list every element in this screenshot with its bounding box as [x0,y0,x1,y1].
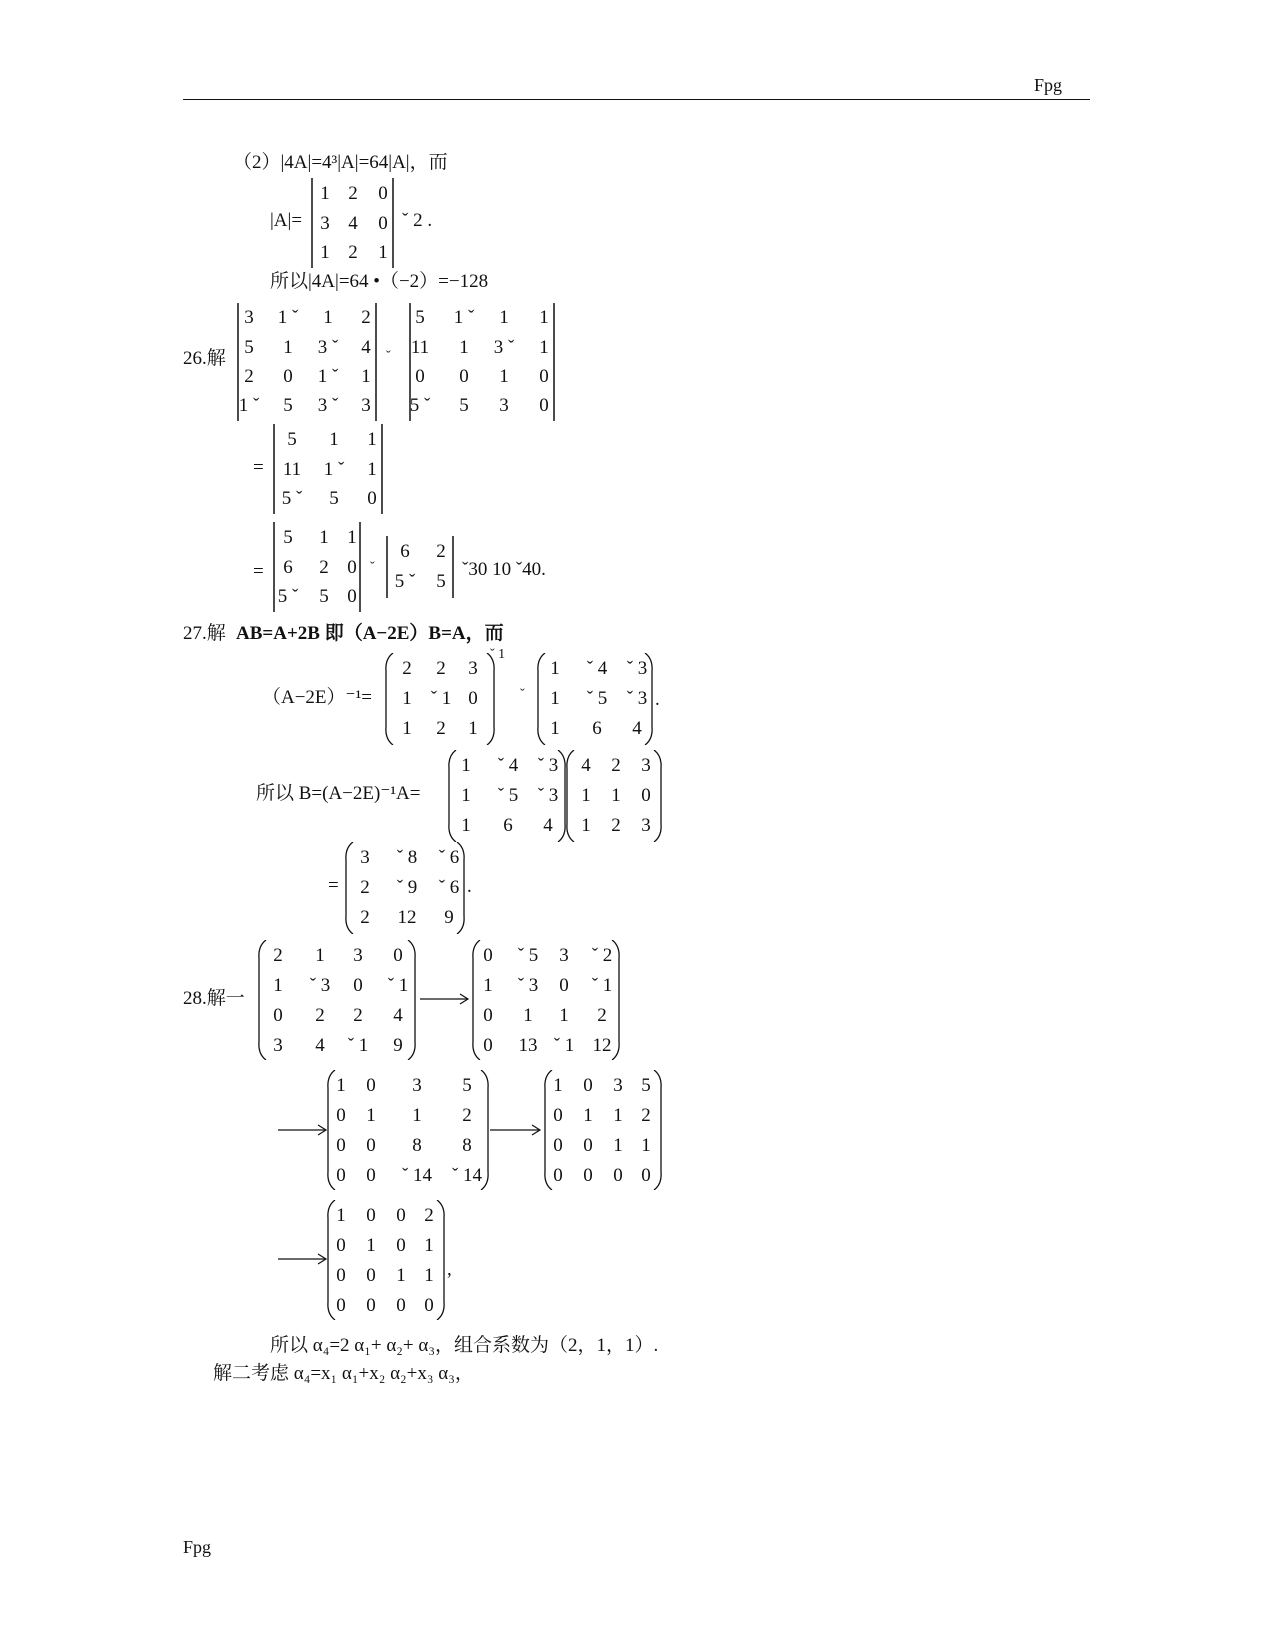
q26-det5 [385,536,455,598]
q28-m5 [327,1200,445,1320]
q27-result-cell: 2 [360,877,370,898]
q26-det2-cell: 0 [539,366,549,387]
q26-det4-cell: 5 ˇ [277,586,299,607]
q28-arrow-4 [278,1253,328,1265]
q28-conclusion: 所以 α₄=2 α₁+ α₂+ α₃，组合系数为（2，1，1）. [270,1335,659,1356]
q26-det3-left-bar [272,424,282,514]
q27-inv-power: ˇ 1 [490,647,506,662]
q27-m1-cell: 1 [402,718,412,739]
q28-m5-cell: 1 [424,1265,434,1286]
q27-m3-cell: ˇ 3 [537,755,559,776]
part2-det-left-bar [310,178,320,268]
q27-m1-cell: 2 [436,718,446,739]
q27-m3-cell: 6 [503,815,513,836]
q26-det3-cell: 1 [329,429,339,450]
q26-det1-cell: 3 [361,395,371,416]
q27-m4-cell: 4 [581,755,591,776]
q28-m4-cell: 1 [613,1105,623,1126]
q27-m1-cell: ˇ 1 [430,688,452,709]
q27-m1 [385,653,495,745]
q28-m2-cell: 1 [483,975,493,996]
q28-m5-cell: 0 [396,1205,406,1226]
q26-det3-cell: 1 ˇ [323,459,345,480]
q28-m1-left-paren [258,940,268,1060]
part2-det-prefix: |A|= [270,210,303,231]
part2-det-cell: 2 [348,242,358,263]
q27-m1-cell: 3 [468,658,478,679]
q28-m5-cell: 0 [336,1235,346,1256]
q26-det4-cell: 1 [319,527,329,548]
q27-line1-text: AB=A+2B 即（A−2E）B=A，而 [236,623,504,644]
q28-m1-right-paren [406,940,416,1060]
part2-conclusion: 所以|4A|=64 •（−2）=−128 [270,271,489,292]
q27-m3-cell: ˇ 5 [497,785,519,806]
q27-m2 [537,653,653,745]
q26-det3-cell: 5 [287,429,297,450]
q28-m2-cell: 1 [523,1005,533,1026]
q27-m4-cell: 2 [611,755,621,776]
q28-m5-cell: 0 [336,1265,346,1286]
q27-m3-cell: ˇ 4 [497,755,519,776]
q28-m2 [472,940,620,1060]
q26-det1-cell: 1 ˇ [317,366,339,387]
q28-m4-cell: 0 [583,1135,593,1156]
q27-m4-cell: 0 [641,785,651,806]
q26-det3-cell: 5 [329,488,339,509]
q28-m1-cell: ˇ 3 [309,975,331,996]
q26-det1-cell: 2 [244,366,254,387]
q27-result-cell: 2 [360,907,370,928]
q28-m4-cell: 0 [553,1105,563,1126]
q27-m1-cell: 1 [402,688,412,709]
q28-m2-cell: ˇ 1 [553,1035,575,1056]
q28-m1-cell: 3 [353,945,363,966]
q28-m4 [544,1070,662,1190]
q27-m2-cell: 1 [550,718,560,739]
q27-m4-cell: 1 [581,815,591,836]
q28-m2-cell: 13 [518,1035,538,1056]
q28-m2-cell: ˇ 2 [591,945,613,966]
q28-m2-cell: 0 [559,975,569,996]
q28-m1-cell: 1 [315,945,325,966]
q28-m3-cell: 0 [366,1075,376,1096]
q26-det4-cell: 0 [347,557,357,578]
q28-m1-cell: 0 [353,975,363,996]
q28-m5-cell: 1 [396,1265,406,1286]
q26-det3-cell: 1 [367,429,377,450]
q28-m1-cell: 4 [393,1005,403,1026]
q26-eq1: = [253,457,264,478]
q28-m2-cell: ˇ 5 [517,945,539,966]
q28-m3-cell: ˇ 14 [451,1165,483,1186]
q27-inv-label: （A−2E）⁻¹= [262,687,372,708]
q28-m1-cell: 2 [315,1005,325,1026]
q28-label: 28.解一 [183,988,245,1009]
q28-m1-cell: ˇ 1 [347,1035,369,1056]
q27-result-cell: ˇ 6 [438,877,460,898]
q26-det4-cell: 5 [319,586,329,607]
q28-m1 [258,940,416,1060]
part2-det-cell: 1 [320,242,330,263]
q28-m5-cell: 0 [366,1295,376,1316]
q26-det2-cell: 5 [415,307,425,328]
q26-det1-cell: 1 [361,366,371,387]
q28-m5-cell: 0 [336,1295,346,1316]
q26-det2-cell: 3 ˇ [493,337,515,358]
part2-det-cell: 3 [320,213,330,234]
q26-eq2: = [253,561,264,582]
part2-line1: （2）|4A|=4³|A|=64|A|，而 [233,152,448,173]
q27-m2-cell: ˇ 3 [626,688,648,709]
q27-m2-cell: 1 [550,688,560,709]
q28-comma: , [447,1259,452,1280]
q28-m4-cell: 3 [613,1075,623,1096]
q26-det4-cell: 0 [347,586,357,607]
q27-m3-cell: 1 [461,815,471,836]
part2-det-cell: 4 [348,213,358,234]
q28-m2-cell: 0 [483,1035,493,1056]
q26-det3-cell: 0 [367,488,377,509]
q27-m3-cell: 4 [543,815,553,836]
q28-m1-cell: 1 [273,975,283,996]
q28-m3-cell: 0 [336,1105,346,1126]
q27-label: 27.解 [183,623,226,644]
q28-m2-cell: ˇ 1 [591,975,613,996]
q26-det2-cell: 1 [499,307,509,328]
q26-det2-cell: 1 ˇ [453,307,475,328]
q26-label: 26.解 [183,348,226,369]
q27-m2-cell: 1 [550,658,560,679]
q28-m2-cell: 0 [483,1005,493,1026]
q26-det2-cell: 5 [459,395,469,416]
q28-m1-cell: 4 [315,1035,325,1056]
q28-m3-cell: ˇ 14 [401,1165,433,1186]
q26-det2-cell: 0 [459,366,469,387]
q26-det2-cell: 1 [459,337,469,358]
q28-m4-cell: 1 [613,1135,623,1156]
q28-m1-cell: 2 [353,1005,363,1026]
q27-m2-cell: ˇ 3 [626,658,648,679]
q27-m3-left-paren [448,750,458,842]
q27-m4-cell: 2 [611,815,621,836]
q27-m2-cell: 6 [592,718,602,739]
q26-det2 [408,303,556,421]
q27-result-cell: ˇ 6 [438,847,460,868]
q28-m2-cell: 0 [483,945,493,966]
q26-det5-left-bar [385,536,395,598]
q28-m3-cell: 2 [462,1105,472,1126]
q28-m4-cell: 1 [583,1105,593,1126]
q26-det1-cell: 1 ˇ [277,307,299,328]
q28-m3-cell: 0 [366,1135,376,1156]
q28-m1-cell: 2 [273,945,283,966]
q28-m4-cell: 2 [641,1105,651,1126]
q26-det3-cell: 11 [282,459,302,480]
q28-m3-cell: 5 [462,1075,472,1096]
q28-m1-cell: ˇ 1 [387,975,409,996]
q26-det2-cell: 1 [539,307,549,328]
q28-m3-cell: 0 [336,1135,346,1156]
q28-m4-cell: 0 [613,1165,623,1186]
q26-det2-cell: 1 [499,366,509,387]
q28-m1-cell: 9 [393,1035,403,1056]
q27-result-left-paren [345,842,355,934]
q28-m5-cell: 0 [396,1295,406,1316]
footer-text: Fpg [183,1537,212,1557]
q28-m3-cell: 1 [412,1105,422,1126]
q28-m4-cell: 0 [553,1165,563,1186]
q26-det2-cell: 0 [415,366,425,387]
q26-det4 [272,522,362,612]
q28-m5-cell: 1 [424,1235,434,1256]
q26-det5-cell: 2 [436,541,446,562]
q27-m4-cell: 3 [641,755,651,776]
q27-m4-cell: 3 [641,815,651,836]
q26-det3-cell: 5 ˇ [281,488,303,509]
q27-m1-right-paren [485,653,495,745]
q27-m1-cell: 0 [468,688,478,709]
q27-result-cell: 9 [444,907,454,928]
q28-m3-cell: 1 [366,1105,376,1126]
q28-m1-cell: 0 [273,1005,283,1026]
q28-m4-cell: 0 [553,1135,563,1156]
q27-period2: . [467,876,472,897]
q26-det1-cell: 3 ˇ [317,337,339,358]
q27-m3 [448,750,566,842]
q27-result-cell: 3 [360,847,370,868]
part2-det-cell: 1 [320,183,330,204]
q28-m3-cell: 0 [336,1165,346,1186]
q28-m5-cell: 1 [366,1235,376,1256]
q26-det3-cell: 1 [367,459,377,480]
q26-det1-cell: 1 ˇ [238,395,260,416]
q26-det2-cell: 11 [410,337,430,358]
q26-det4-cell: 1 [347,527,357,548]
q28-arrow-3 [490,1124,542,1136]
q26-eq-sym2: ˇ [370,560,375,575]
q28-m3-cell: 8 [462,1135,472,1156]
q27-m4-cell: 1 [611,785,621,806]
q27-m4-left-paren [566,750,576,842]
q27-result-cell: ˇ 9 [396,877,418,898]
q26-eq-sym1: ˇ [386,349,391,364]
q28-m1-cell: 0 [393,945,403,966]
q27-so-label: 所以 B=(A−2E)⁻¹A= [256,783,421,804]
q28-m5-cell: 2 [424,1205,434,1226]
q28-m1-cell: 3 [273,1035,283,1056]
q26-det5-cell: 5 [436,571,446,592]
q26-det1-cell: 5 [283,395,293,416]
q28-m5-right-paren [435,1200,445,1320]
q26-tail: ˇ30 10 ˇ40. [462,559,546,580]
q26-det1-cell: 1 [283,337,293,358]
q28-m4-cell: 0 [583,1165,593,1186]
q26-det4-cell: 6 [283,557,293,578]
header-rule [183,99,1090,100]
part2-det-cell: 1 [378,242,388,263]
q26-det4-cell: 2 [319,557,329,578]
q28-m4-cell: 1 [553,1075,563,1096]
q28-m4-cell: 5 [641,1075,651,1096]
q26-det2-cell: 0 [539,395,549,416]
q28-m4-cell: 0 [641,1165,651,1186]
q26-det1-cell: 0 [283,366,293,387]
part2-det-cell: 2 [348,183,358,204]
q27-m1-cell: 1 [468,718,478,739]
q28-m4-right-paren [652,1070,662,1190]
q26-det1-cell: 3 [244,307,254,328]
q27-m4-cell: 1 [581,785,591,806]
q28-m3-cell: 1 [336,1075,346,1096]
q26-det3 [272,424,384,514]
q27-result-cell: 12 [397,907,417,928]
q27-m4-right-paren [652,750,662,842]
q27-result [345,842,465,934]
q26-det1-cell: 4 [361,337,371,358]
q27-m4 [566,750,662,842]
q28-m4-cell: 0 [583,1075,593,1096]
q28-m5-cell: 0 [424,1295,434,1316]
q26-det2-cell: 3 [499,395,509,416]
q26-det2-cell: 5 ˇ [409,395,431,416]
q26-det4-cell: 5 [283,527,293,548]
q27-eq-sym: ˇ [520,687,525,702]
q27-m1-cell: 2 [402,658,412,679]
header-text: Fpg [1034,75,1063,95]
q26-det5-right-bar [445,536,455,598]
q26-det1-cell: 1 [323,307,333,328]
q27-m2-left-paren [537,653,547,745]
q28-m2-left-paren [472,940,482,1060]
q28-m2-cell: 12 [592,1035,612,1056]
q28-m3-cell: 0 [366,1165,376,1186]
q27-m1-left-paren [385,653,395,745]
q27-m2-cell: ˇ 5 [586,688,608,709]
part2-det-suffix: ˇ 2 . [402,210,433,231]
q26-det1 [236,303,378,421]
q27-period1: . [655,689,660,710]
q28-m3-cell: 3 [412,1075,422,1096]
q27-eq: = [328,875,339,896]
part2-det-cell: 0 [378,183,388,204]
q27-m3-cell: 1 [461,785,471,806]
q26-det5-cell: 6 [400,541,410,562]
q27-m1-cell: 2 [436,658,446,679]
q26-det1-cell: 5 [244,337,254,358]
q28-m3-cell: 8 [412,1135,422,1156]
q26-det1-cell: 2 [361,307,371,328]
q28-sol2: 解二考虑 α₄=x₁ α₁+x₂ α₂+x₃ α₃， [213,1363,474,1384]
q26-det5-cell: 5 ˇ [394,571,416,592]
q27-m3-cell: 1 [461,755,471,776]
part2-det [310,178,395,268]
q28-m3 [327,1070,489,1190]
q28-m5-cell: 0 [366,1205,376,1226]
q28-m4-cell: 1 [641,1135,651,1156]
q27-result-cell: ˇ 8 [396,847,418,868]
q26-det1-cell: 3 ˇ [317,395,339,416]
q28-m2-cell: 3 [559,945,569,966]
part2-det-cell: 0 [378,213,388,234]
q28-m5-cell: 0 [366,1265,376,1286]
q27-m3-cell: ˇ 3 [537,785,559,806]
q27-line1 [236,624,504,643]
q28-m5-cell: 1 [336,1205,346,1226]
q28-arrow-1 [420,993,470,1005]
q28-m2-cell: 1 [559,1005,569,1026]
q28-m2-cell: ˇ 3 [517,975,539,996]
q27-m2-cell: 4 [632,718,642,739]
q28-m5-cell: 0 [396,1235,406,1256]
q28-arrow-2 [278,1124,328,1136]
q26-det2-cell: 1 [539,337,549,358]
q27-m2-cell: ˇ 4 [586,658,608,679]
q28-m2-cell: 2 [597,1005,607,1026]
